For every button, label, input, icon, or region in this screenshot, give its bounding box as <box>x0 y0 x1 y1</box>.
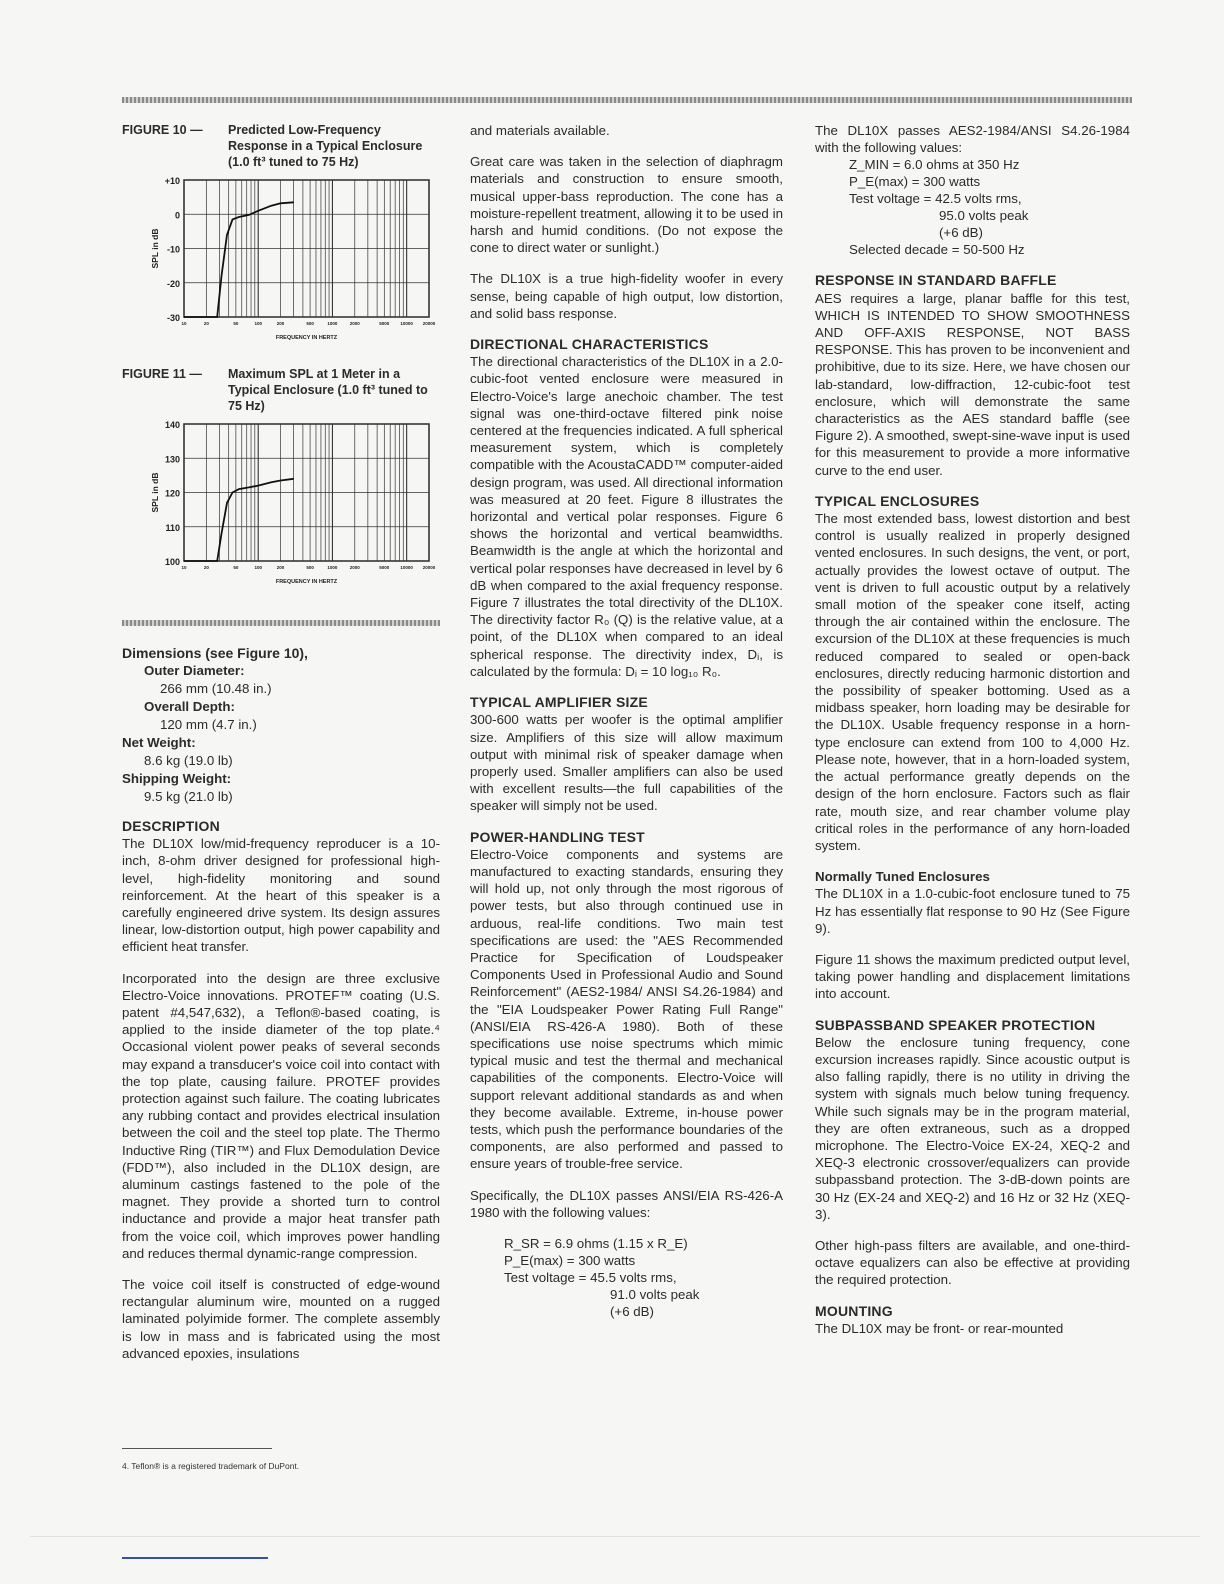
y-axis-label: SPL in dB <box>150 228 160 269</box>
figure-10-title: Predicted Low-Frequency Response in a Typical Enclosure (1.0 ft³ tuned to 75 Hz) <box>228 123 423 169</box>
directional-paragraph: The directional characteristics of the DL10X in a 2.0-cubic-foot vented enclosure were measured in Electro-Voice's large anechoic chamber. The test signal was one-third-octave filtered pink noise centered at the frequencies indicated. A full spherical measurement system, which is completely compatible with the AcoustaCADD™ computer-aided design program, was used. All directional information was measured at 20 feet. Figure 8 illustrates the horizontal and vertical polar responses. Figure 6 shows the horizontal and vertical beamwidths. Beamwidth is the angle at which the horizontal and vertical polar responses have decreased in level by 6 dB when compared to the axial frequency response. Figure 7 illustrates the total directivity of the DL10X. The directivity factor R₀ (Q) is the relative value, at a point, of the DL10X when compared to an ideal spherical response. The directivity index, Dᵢ, is calculated by the formula: Dᵢ = 10 log₁₀ R₀. <box>470 354 783 679</box>
response-curve <box>184 202 294 317</box>
x-tick-label: 200 <box>276 565 285 570</box>
y-tick-label: 110 <box>165 522 180 533</box>
power-handling-paragraph: Electro-Voice components and systems are manufactured to exacting standards, ensuring they will hold up, not only through the most rigorous of power tests, but also through continued use in arduous, real-life conditions. Two main test specifications are used: the "AES Recommended Practice for Specification of Loudspeaker Components Used in Professional Audio and Sound Reinforcement" (AES2-1984/ ANSI S4.26-1984) and the "EIA Loudspeaker Power Rating Full Range" (ANSI/EIA RS-426-A 1980). Both of these specifications use noise spectrums which mimic typical music and test the thermal and mechanical capabilities of the components. Electro-Voice will support relevant additional standards as and when they become available. Extreme, in-house power tests, which push the performance boundaries of the components, are also performed and passed to ensure years of trouble-free service. <box>470 846 783 1172</box>
subpassband-paragraph: Below the enclosure tuning frequency, cone excursion increases rapidly. Since acoustic output is also falling rapidly, there is no utility in driving the system with signals much below tuning frequency. While such signals may be in the program material, they are often extraneous, such as a dropped microphone. The Electro-Voice EX-24, XEQ-2 and XEQ-3 electronic crossover/equalizers can provide subpassband protection. The 3-dB-down points are 30 Hz (EX-24 and XEQ-2) and 16 Hz or 32 Hz (XEQ-3). <box>815 1034 1130 1222</box>
col2-paragraph-2: The DL10X is a true high-fidelity woofer in every sense, being capable of high output, low distortion, and solid bass response. <box>470 271 783 321</box>
aes-values <box>815 156 1130 258</box>
amplifier-heading: TYPICAL AMPLIFIER SIZE <box>470 694 648 711</box>
page-bottom-line <box>30 1536 1200 1537</box>
footnote: 4. Teflon® is a registered trademark of DuPont. <box>122 1461 300 1471</box>
y-tick-label: -10 <box>166 244 180 255</box>
spec-net-weight-value: 8.6 kg (19.0 lb) <box>144 753 233 768</box>
figure-11-title: Maximum SPL at 1 Meter in a Typical Enclosure (1.0 ft³ tuned to 75 Hz) <box>228 367 428 413</box>
x-tick-label: 50 <box>233 321 239 326</box>
y-tick-label: 140 <box>164 420 180 430</box>
section-separator <box>122 620 440 626</box>
y-tick-label: 0 <box>174 210 180 221</box>
column-3 <box>815 122 1130 1351</box>
tuned-enclosures-heading: Normally Tuned Enclosures <box>815 869 990 885</box>
baffle-paragraph: AES requires a large, planar baffle for this test, WHICH IS INTENDED TO SHOW SMOOTHNESS AND OFF-AXIS RESPONSE, NOT BASS RESPONSE. This has proven to be inconvenient and prohibitive, due to its size. Here, we have chosen our lab-standard, low-diffraction, 12-cubic-foot test enclosure, which will demonstrate the same characteristics as the AES standard baffle (see Figure 2). A smoothed, swept-sine-wave input is used for this measurement to provide a more informative curve to the end user. <box>815 290 1130 478</box>
x-tick-label: 20000 <box>422 565 436 570</box>
aes-value-decade: Selected decade = 50-500 Hz <box>849 242 1025 258</box>
description-heading: DESCRIPTION <box>122 818 220 834</box>
y-tick-label: +10 <box>164 176 180 186</box>
x-axis-label: FREQUENCY IN HERTZ <box>275 335 338 341</box>
x-tick-label: 5000 <box>379 565 390 570</box>
mounting-heading: MOUNTING <box>815 1302 893 1319</box>
eia-value-peak: 91.0 volts peak <box>610 1286 700 1302</box>
col2-paragraph-0: and materials available. <box>470 123 610 138</box>
page-bottom-rule <box>122 1557 268 1559</box>
x-tick-label: 500 <box>306 565 314 570</box>
x-tick-label: 1000 <box>327 565 338 570</box>
x-tick-label: 1000 <box>327 321 338 326</box>
y-tick-label: 120 <box>164 488 180 499</box>
figure-11-chart <box>122 416 440 596</box>
x-tick-label: 100 <box>254 321 262 326</box>
response-curve <box>184 479 294 561</box>
spec-depth-value: 120 mm (4.7 in.) <box>160 717 257 732</box>
eia-value-pe: P_E(max) = 300 watts <box>504 1252 636 1268</box>
x-tick-label: 20 <box>203 565 209 570</box>
y-tick-label: 100 <box>164 557 180 567</box>
y-axis-label: SPL in dB <box>150 472 160 513</box>
top-rule <box>122 97 1132 103</box>
power-handling-heading: POWER-HANDLING TEST <box>470 828 645 845</box>
aes-intro-paragraph: The DL10X passes AES2-1984/ANSI S4.26-1984 with the following values: <box>815 123 1130 156</box>
aes-value-zmin: Z_MIN = 6.0 ohms at 350 Hz <box>849 157 1020 173</box>
eia-value-db: (+6 dB) <box>610 1303 654 1319</box>
footnote-rule <box>122 1448 272 1449</box>
x-tick-label: 2000 <box>349 565 360 570</box>
y-tick-label: -20 <box>166 278 180 289</box>
x-tick-label: 10 <box>181 565 187 570</box>
x-tick-label: 500 <box>306 321 314 326</box>
col2-paragraph-1: Great care was taken in the selection of diaphragm materials and construction to ensure smooth, musical upper-bass reproduction. The cone has a moisture-repellent treatment, allowing it to be used in harsh and humid conditions. (Do not expose the cone to direct water or sunlight.) <box>470 154 783 256</box>
mounting-paragraph: The DL10X may be front- or rear-mounted <box>815 1320 1064 1336</box>
eia-value-rsr: R_SR = 6.9 ohms (1.15 x R_E) <box>504 1235 688 1251</box>
x-tick-label: 10000 <box>400 565 413 570</box>
x-tick-label: 200 <box>276 321 285 326</box>
eia-intro-paragraph: Specifically, the DL10X passes ANSI/EIA RS-426-A 1980 with the following values: <box>470 1187 783 1220</box>
eia-value-test-voltage: Test voltage = 45.5 volts rms, <box>504 1269 677 1285</box>
enclosures-paragraph: The most extended bass, lowest distortion and best control is usually realized in properly designed vented enclosures. In such designs, the vent, or port, actually provides the lowest octave of output. The vent is driven to full acoustic output by a relatively small motion of the speaker cone itself, acting through the air contained within the enclosure. The excursion of the DL10X at these frequencies is much reduced compared to sealed or open-back enclosures, directly reducing harmonic distortion and the possibility of speaker bottoming. Used as a midbass speaker, horn loading may be desirable for the DL10X. Usable frequency response in a horn-type enclosure can extend from 100 to 4,000 Hz. Please note, however, that in a horn-loaded system, the actual performance greatly depends on the design of the horn enclosure. Factors such as flair rate, mouth size, and rear chamber volume play critical roles in the performance of any horn-loaded system. <box>815 511 1130 853</box>
x-tick-label: 20 <box>203 321 209 326</box>
amplifier-paragraph: 300-600 watts per woofer is the optimal amplifier size. Amplifiers of this size will allow maximum output with minimal risk of speaker damage when properly used. Smaller amplifiers can also be used with excellent results—the full capabilities of the speaker will simply not be used. <box>470 712 783 814</box>
x-tick-label: 100 <box>254 565 262 570</box>
x-axis-label: FREQUENCY IN HERTZ <box>275 579 338 585</box>
spec-outer-diameter-label: Outer Diameter: <box>144 663 245 678</box>
y-tick-label: 130 <box>164 454 180 465</box>
aes-value-test-voltage: Test voltage = 42.5 volts rms, <box>849 191 1022 207</box>
high-pass-paragraph: Other high-pass filters are available, and one-third-octave equalizers can also be effective at providing the required protection. <box>815 1237 1130 1288</box>
spec-depth-label: Overall Depth: <box>144 699 235 714</box>
aes-value-peak: 95.0 volts peak <box>939 208 1029 224</box>
figure-11-reference-paragraph: Figure 11 shows the maximum predicted output level, taking power handling and displacement limitations into account. <box>815 951 1130 1002</box>
description-paragraph-2: Incorporated into the design are three exclusive Electro-Voice innovations. PROTEF™ coating (U.S. patent #4,547,632), a Teflon®-based coating, is applied to the inside diameter of the top plate.⁴ Occasional violent power peaks of several seconds may expand a transducer's voice coil into contact with the top plate, causing failure. PROTEF provides protection against such failure. The coating lubricates any rubbing contact and provides electrical insulation between the coil and the steel top plate. The Thermo Inductive Ring (TIR™) and Flux Demodulation Device (FDD™), also included in the DL10X design, are aluminum castings fastened to the pole of the magnet. They provide a shorted turn to control inductance and provide a major heat transfer path from the voice coil, which improves power handling and reduces thermal dynamic-range compression. <box>122 970 440 1261</box>
x-tick-label: 20000 <box>422 321 436 326</box>
figure-10-caption <box>122 122 440 170</box>
spec-dimensions: Dimensions (see Figure 10), <box>122 645 308 661</box>
directional-heading: DIRECTIONAL CHARACTERISTICS <box>470 336 709 353</box>
description-paragraph-3: The voice coil itself is constructed of edge-wound rectangular aluminum wire, mounted on a rugged laminated polyimide former. The complete assembly is low in mass and is fabricated using the most advanced epoxies, insulations <box>122 1277 440 1361</box>
baffle-heading: RESPONSE IN STANDARD BAFFLE <box>815 272 1057 289</box>
spec-shipping-weight-label: Shipping Weight: <box>122 771 232 786</box>
x-tick-label: 10000 <box>400 321 413 326</box>
tuned-enclosures-paragraph: The DL10X in a 1.0-cubic-foot enclosure tuned to 75 Hz has essentially flat response to 90 Hz (See Figure 9). <box>815 886 1130 936</box>
y-tick-label: -30 <box>166 313 180 323</box>
spec-outer-diameter-value: 266 mm (10.48 in.) <box>160 681 272 696</box>
x-tick-label: 2000 <box>349 321 360 326</box>
x-tick-label: 50 <box>233 565 239 570</box>
spec-net-weight-label: Net Weight: <box>122 735 196 750</box>
subpassband-heading: SUBPASSBAND SPEAKER PROTECTION <box>815 1016 1096 1033</box>
aes-value-db: (+6 dB) <box>939 225 983 241</box>
spec-shipping-weight-value: 9.5 kg (21.0 lb) <box>144 789 233 804</box>
aes-value-pe: P_E(max) = 300 watts <box>849 174 981 190</box>
figure-10-label: FIGURE 10 — <box>122 123 203 137</box>
enclosures-heading: TYPICAL ENCLOSURES <box>815 492 980 509</box>
column-2 <box>470 122 783 1334</box>
x-tick-label: 5000 <box>379 321 390 326</box>
figure-10-chart <box>122 172 440 352</box>
specifications <box>122 644 440 806</box>
description-paragraph-1: The DL10X low/mid-frequency reproducer is a 10-inch, 8-ohm driver designed for professional high-level, high-fidelity monitoring and sound reinforcement. At the heart of this speaker is a carefully engineered drive system. Its design assures linear, low-distortion output, high power capability and efficient heat transfer. <box>122 836 440 955</box>
figure-11-caption <box>122 366 440 414</box>
x-tick-label: 10 <box>181 321 187 326</box>
eia-values <box>470 1235 783 1320</box>
column-1 <box>122 122 440 1376</box>
figure-11-label: FIGURE 11 — <box>122 367 202 381</box>
